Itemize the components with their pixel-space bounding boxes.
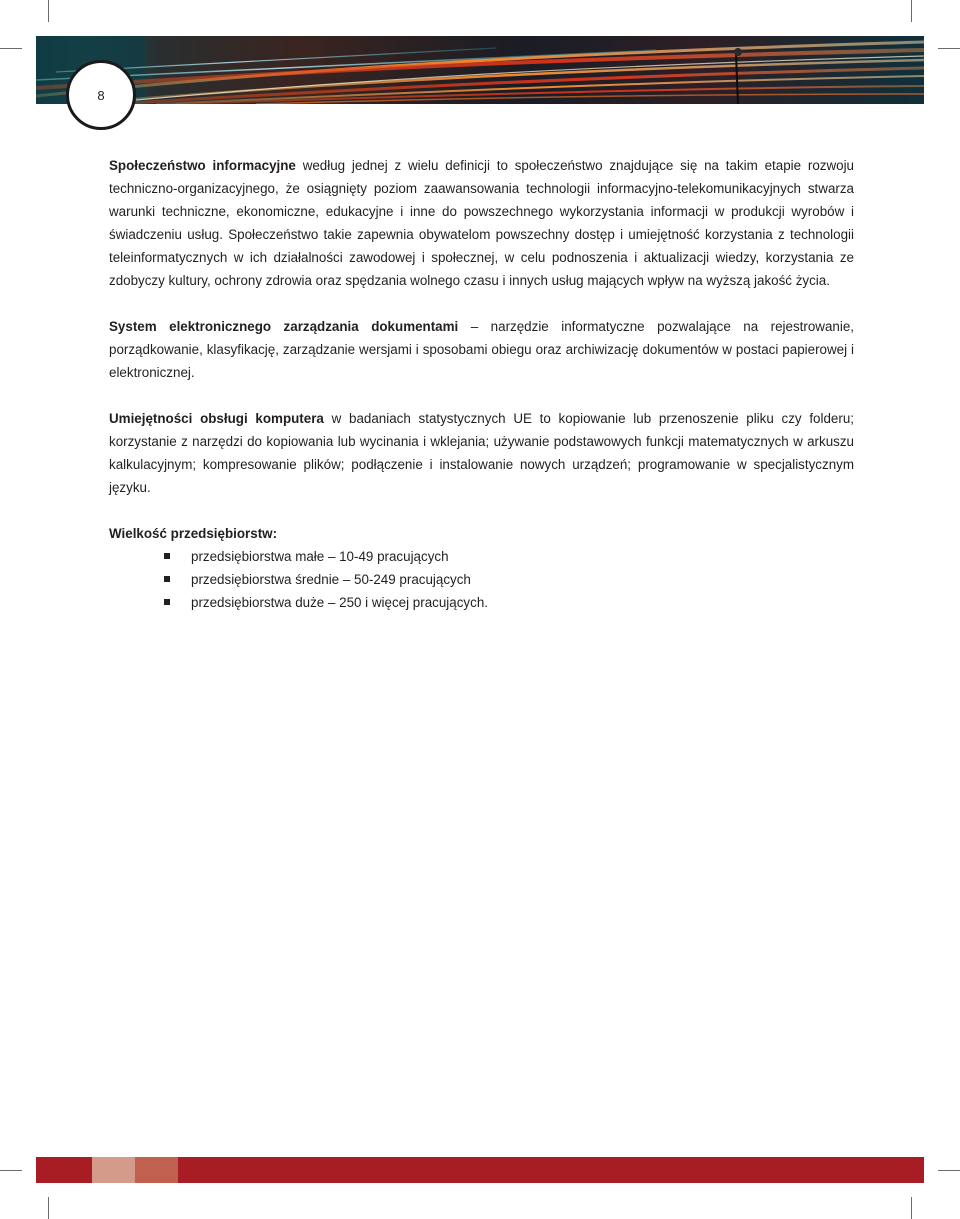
footer-bar-segment-rust bbox=[135, 1157, 178, 1183]
crop-mark-top-left-v bbox=[48, 0, 49, 22]
crop-mark-top-left-h bbox=[0, 48, 22, 49]
definition-information-society bbox=[109, 154, 854, 292]
list-item-text: przedsiębiorstwa duże – 250 i więcej pracujących. bbox=[191, 595, 488, 610]
definition-computer-skills bbox=[109, 407, 854, 499]
square-bullet-icon bbox=[164, 553, 170, 559]
page-number: 8 bbox=[97, 87, 105, 103]
footer-bar-segment-red bbox=[36, 1157, 92, 1183]
definition-document-management-system bbox=[109, 315, 854, 384]
header-banner-image bbox=[36, 36, 924, 104]
crop-mark-top-right-h bbox=[938, 48, 960, 49]
footer-color-bar bbox=[36, 1157, 924, 1183]
definition-text: – narzędzie informatyczne pozwalające na rejestrowanie, porządkowanie, klasyfikację, zarządzanie wersjami i sposobami obiegu oraz archiwizację dokumentów w postaci papierowej i elektronicznej. bbox=[109, 319, 854, 380]
list-item bbox=[164, 591, 854, 614]
enterprise-size-heading bbox=[109, 522, 854, 545]
footer-bar-segment-pink bbox=[92, 1157, 135, 1183]
square-bullet-icon bbox=[164, 599, 170, 605]
definition-text: w badaniach statystycznych UE to kopiowanie lub przenoszenie pliku czy folderu; korzystanie z narzędzi do kopiowania lub wycinania i wklejania; używanie podstawowych funkcji matematycznych w arkuszu kalkulacyjnym; kompresowanie plików; podłączenie i instalowanie nowych urządzeń; programowanie w specjalistycznym języku. bbox=[109, 411, 854, 495]
enterprise-size-list bbox=[109, 545, 854, 614]
crop-mark-bottom-left-h bbox=[0, 1170, 22, 1171]
definition-text: według jednej z wielu definicji to społeczeństwo znajdujące się na takim etapie rozwoju techniczno-organizacyjnego, że osiągnięty poziom zaawansowania technologii informacyjno-telekomunikacyjnych stwarza warunki techniczne, ekonomiczne, edukacyjne i inne do powszechnego wykorzystania informacji w produkcji wyrobów i świadczeniu usług. Społeczeństwo takie zapewnia obywatelom powszechny dostęp i umiejętność korzystania z technologii teleinformatycznych w ich działalności zawodowej i społecznej, w celu podnoszenia i aktualizacji wiedzy, korzystania ze zdobyczy kultury, ochrony zdrowia oraz spędzania wolnego czasu i innych usług mających wpływ na wyższą jakość życia. bbox=[109, 158, 855, 288]
definition-term: Umiejętności obsługi komputera bbox=[109, 411, 324, 426]
list-item bbox=[164, 568, 854, 591]
list-item-text: przedsiębiorstwa średnie – 50-249 pracujących bbox=[191, 572, 471, 587]
crop-mark-bottom-left-v bbox=[48, 1197, 49, 1219]
page-number-badge bbox=[66, 60, 136, 130]
main-content bbox=[109, 154, 854, 614]
definition-term: Społeczeństwo informacyjne bbox=[109, 158, 296, 173]
enterprise-size-heading-text: Wielkość przedsiębiorstw: bbox=[109, 526, 278, 541]
list-item-text: przedsiębiorstwa małe – 10-49 pracujących bbox=[191, 549, 449, 564]
crop-mark-bottom-right-v bbox=[911, 1197, 912, 1219]
crop-mark-bottom-right-h bbox=[938, 1170, 960, 1171]
square-bullet-icon bbox=[164, 576, 170, 582]
definition-term: System elektronicznego zarządzania dokumentami bbox=[109, 319, 459, 334]
crop-mark-top-right-v bbox=[911, 0, 912, 22]
light-trails-graphic bbox=[36, 36, 924, 104]
list-item bbox=[164, 545, 854, 568]
